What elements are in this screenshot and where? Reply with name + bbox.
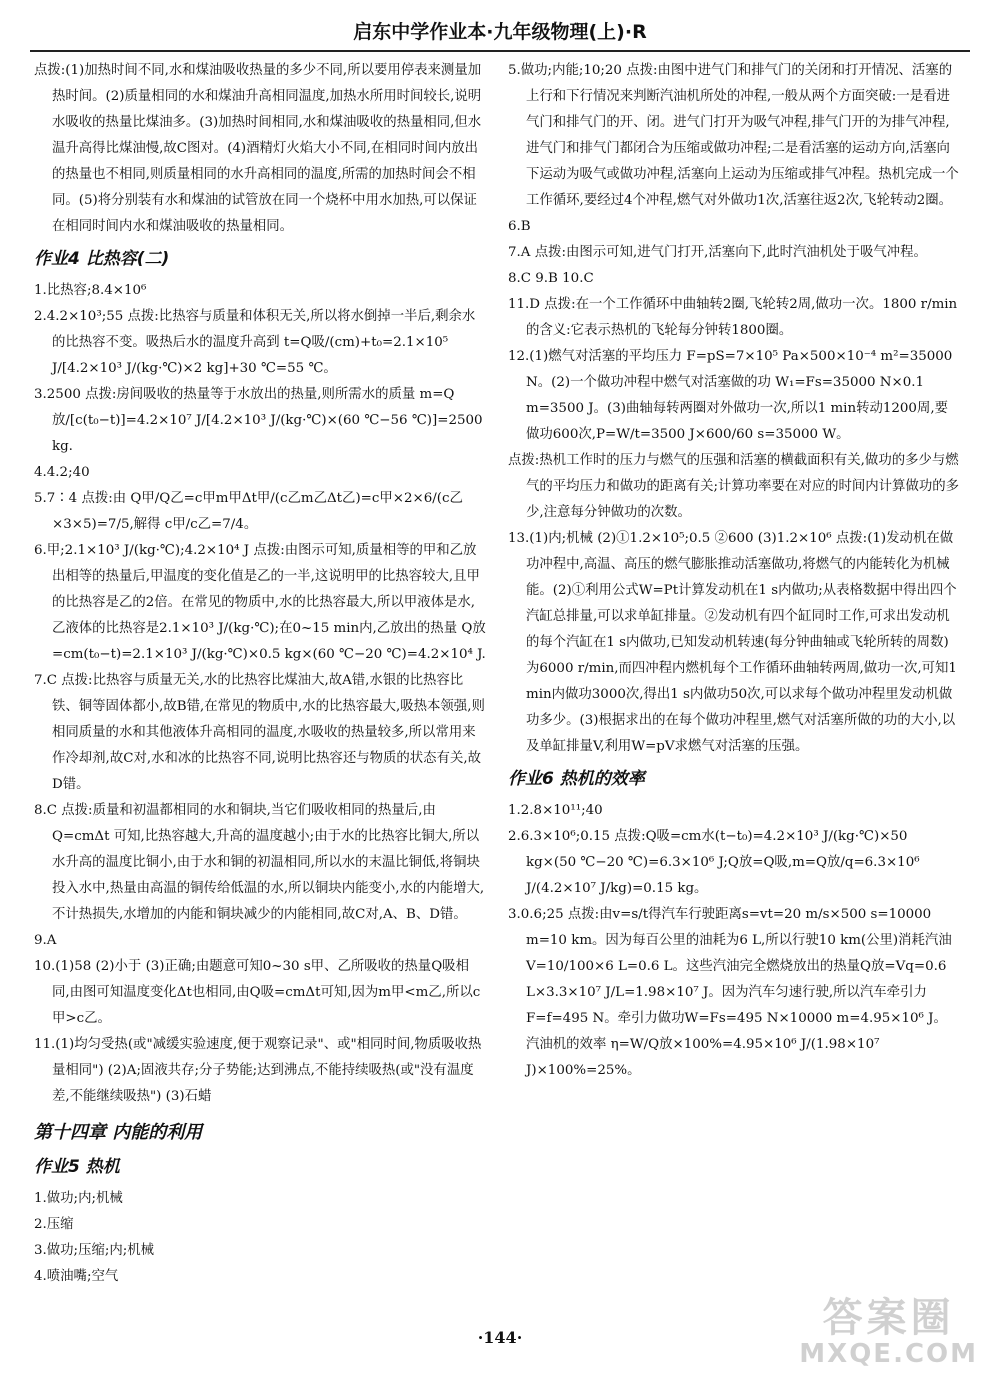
answer-item: 11.(1)均匀受热(或"减缓实验速度,便于观察记录"、或"相同时间,物质吸收热量相同") (2)A;固液共存;分子势能;达到沸点,不能持续吸热(或"没有温度差,不能继续吸热") (3)石蜡	[34, 1037, 482, 1104]
answer-item: 1.比热容;8.4×10⁶	[34, 283, 147, 298]
watermark	[799, 1296, 978, 1368]
answer-item: 点拨:热机工作时的压力与燃气的压强和活塞的横截面积有关,做功的多少与燃气的平均压力和做功的距离有关;计算功率要在对应的时间内计算做功的多少,注意每分钟做功的次数。	[508, 453, 960, 520]
answer-item: 1.做功;内;机械	[34, 1191, 123, 1206]
answer-item: 2.6.3×10⁶;0.15 点拨:Q吸=cm水(t−t₀)=4.2×10³ J/(kg·℃)×50 kg×(50 ℃−20 ℃)=6.3×10⁶ J;Q放=Q吸,m=Q放/q=6.3×10⁶ J/(4.2×10⁷ J/kg)=0.15 kg。	[508, 829, 920, 896]
answer-item: 7.A 点拨:由图示可知,进气门打开,活塞向下,此时汽油机处于吸气冲程。	[508, 245, 927, 260]
answer-item: 3.2500 点拨:房间吸收的热量等于水放出的热量,则所需水的质量 m=Q放/[c(t₀−t)]=4.2×10⁷ J/[4.2×10³ J/(kg·℃)×(60 ℃−56 ℃)]=2500 kg.	[34, 387, 483, 454]
answer-item: 点拨:(1)加热时间不同,水和煤油吸收热量的多少不同,所以要用停表来测量加热时间。(2)质量相同的水和煤油升高相同温度,加热水所用时间较长,说明水吸收的热量比煤油多。(3)加热时间相同,水和煤油吸收的热量相同,但水温升高得比煤油慢,故C图对。(4)酒精灯火焰大小不同,在相同时间内放出的热量也不相同,则质量相同的水升高相同的温度,所需的加热时间会不相同。(5)将分别装有水和煤油的试管放在同一个烧杯中用水加热,可以保证在相同时间内水和煤油吸收的热量相同。	[34, 63, 482, 234]
answer-item: 7.C 点拨:比热容与质量无关,水的比热容比煤油大,故A错,水银的比热容比铁、铜等固体都小,故B错,在常见的物质中,水的比热容最大,吸热本领强,则相同质量的水和其他液体升高相同的温度,水吸收的热量较多,所以常用来作冷却剂,故C对,水和冰的比热容不同,说明比热容还与物质的状态有关,故D错。	[34, 673, 485, 792]
answer-item: 1.2.8×10¹¹;40	[508, 803, 603, 818]
answer-item: 12.(1)燃气对活塞的平均压力 F=pS=7×10⁵ Pa×500×10⁻⁴ m²=35000 N。(2)一个做功冲程中燃气对活塞做的功 W₁=Fs=35000 N×0.1 m=3500 J。(3)曲轴每转两圈对外做功一次,所以1 min转动1200周,要做功600次,P=W/t=3500 J×600/60 s=35000 W。	[508, 349, 953, 442]
answer-item: 13.(1)内;机械 (2)①1.2×10⁵;0.5 ②600 (3)1.2×10⁶ 点拨:(1)发动机在做功冲程中,高温、高压的燃气膨胀推动活塞做功,将燃气的内能转化为机械能。(2)①利用公式W=Pt计算发动机在1 s内做功;从表格数据中得出四个汽缸总排量,可以求单缸排量。②发动机有四个缸同时工作,可求出发动机的每个汽缸在1 s内做功,已知发动机转速(每分钟曲轴或飞轮所转的周数)为6000 r/min,而四冲程内燃机每个工作循环曲轴转两周,做功一次,可知1 min内做功3000次,得出1 s内做功50次,可以求每个做功冲程里发动机做功多少。(3)根据求出的在每个做功冲程里,燃气对活塞所做的功的大小,以及单缸排量V,利用W=pV求燃气对活塞的压强。	[508, 531, 957, 754]
answer-item: 6.甲;2.1×10³ J/(kg·℃);4.2×10⁴ J 点拨:由图示可知,质量相等的甲和乙放出相等的热量后,甲温度的变化值是乙的一半,这说明甲的比热容较大,且甲的比热容是乙的2倍。在常见的物质中,水的比热容最大,所以甲液体是水,乙液体的比热容是2.1×10³ J/(kg·℃);在0~15 min内,乙放出的热量 Q放=cm(t₀−t)=2.1×10³ J/(kg·℃)×0.5 kg×(60 ℃−20 ℃)=4.2×10⁴ J.	[34, 543, 486, 662]
page-header	[30, 14, 970, 52]
answer-item: 5.7∶4 点拨:由 Q甲/Q乙=c甲m甲Δt甲/(c乙m乙Δt乙)=c甲×2×6/(c乙×3×5)=7/5,解得 c甲/c乙=7/4。	[34, 491, 463, 532]
watermark-line2: MXQE.COM	[799, 1339, 978, 1369]
answer-item: 9.A	[34, 933, 57, 948]
chapter-heading: 第十四章 内能的利用	[34, 1122, 203, 1143]
answer-item: 4.4.2;40	[34, 465, 90, 480]
section-heading: 作业4 比热容(二)	[34, 249, 170, 269]
section-heading: 作业6 热机的效率	[508, 769, 645, 789]
section-heading: 作业5 热机	[34, 1157, 120, 1177]
right-column	[508, 58, 960, 1084]
answer-item: 2.4.2×10³;55 点拨:比热容与质量和体积无关,所以将水倒掉一半后,剩余水的比热容不变。吸热后水的温度升高到 t=Q吸/(cm)+t₀=2.1×10⁵ J/[4.2×10³ J/(kg·℃)×2 kg]+30 ℃=55 ℃。	[34, 309, 476, 376]
answer-item: 10.(1)58 (2)小于 (3)正确;由题意可知0~30 s甲、乙所吸收的热量Q吸相同,由图可知温度变化Δt也相同,由Q吸=cmΔt可知,因为m甲<m乙,所以c甲>c乙。	[34, 959, 481, 1026]
left-column	[34, 58, 486, 1290]
answer-item: 8.C 9.B 10.C	[508, 271, 594, 286]
answer-item: 3.做功;压缩;内;机械	[34, 1243, 155, 1258]
answer-item: 4.喷油嘴;空气	[34, 1269, 119, 1284]
answer-item: 8.C 点拨:质量和初温都相同的水和铜块,当它们吸收相同的热量后,由 Q=cmΔt 可知,比热容越大,升高的温度越小;由于水的比热容比铜大,所以水升高的温度比铜小,由于水和铜的初温相同,所以水的末温比铜低,将铜块投入水中,热量由高温的铜传给低温的水,所以铜块内能变小,水的内能增大,不计热损失,水增加的内能和铜块减少的内能相同,故C对,A、B、D错。	[34, 803, 485, 922]
watermark-line1: 答案圈	[822, 1295, 955, 1341]
header-title: 启东中学作业本·九年级物理(上)·R	[353, 21, 647, 43]
answer-item: 11.D 点拨:在一个工作循环中曲轴转2圈,飞轮转2周,做功一次。1800 r/min的含义:它表示热机的飞轮每分钟转1800圈。	[508, 297, 958, 338]
answer-item: 6.B	[508, 219, 531, 234]
page-number: ·144·	[477, 1328, 523, 1347]
answer-item: 5.做功;内能;10;20 点拨:由图中进气门和排气门的关闭和打开情况、活塞的上行和下行情况来判断汽油机所处的冲程,一般从两个方面突破:一是看进气门和排气门的开、闭。进气门打开为吸气冲程,排气门开的为排气冲程,进气门和排气门都闭合为压缩或做功冲程;二是看活塞的运动方向,活塞向下运动为吸气或做功冲程,活塞向上运动为压缩或排气冲程。热机完成一个工作循环,要经过4个冲程,燃气对外做功1次,活塞往返2次,飞轮转动2圈。	[508, 63, 959, 208]
answer-item: 3.0.6;25 点拨:由v=s/t得汽车行驶距离s=vt=20 m/s×500 s=10000 m=10 km。因为每百公里的油耗为6 L,所以行驶10 km(公里)消耗汽油 V=10/100×6 L=0.6 L。这些汽油完全燃烧放出的热量Q放=Vq=0.6 L×3.3×10⁷ J/L=1.98×10⁷ J。因为汽车匀速行驶,所以汽车牵引力F=f=495 N。牵引力做功W=Fs=495 N×10000 m=4.95×10⁶ J。汽油机的效率 η=W/Q放×100%=4.95×10⁶ J/(1.98×10⁷ J)×100%=25%。	[508, 907, 952, 1078]
answer-item: 2.压缩	[34, 1217, 74, 1232]
